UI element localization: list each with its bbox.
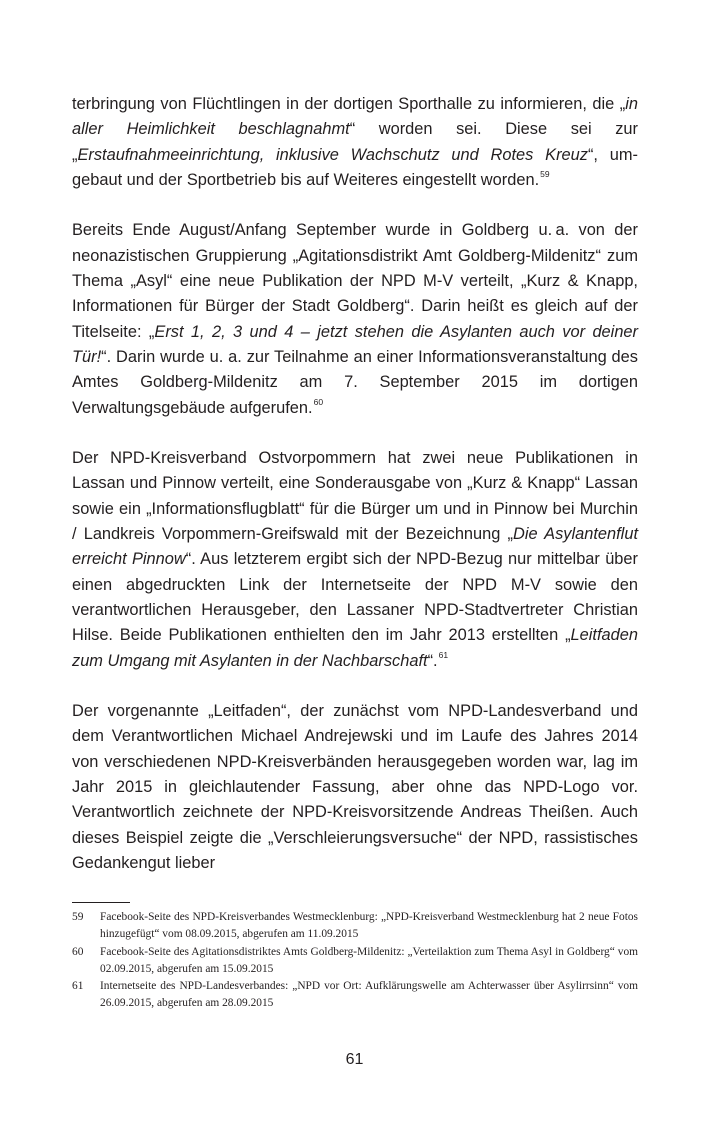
footnote-number: 61 <box>72 980 84 993</box>
body-text <box>72 92 638 876</box>
paragraph: Der NPD-Kreisverband Ostvorpommern hat zwei neue Publikationen in Lassan und Pinnow verteilt, eine Sonderausgabe von „Kurz & Knapp“ Lassan sowie ein „Informationsflugblatt“ für die Bürger um und in Pinnow bei Murchin / Landkreis Vorpommern-Greifswald mit der Bezeichnung „Die Asylantenflut erreicht Pinnow“. Aus letzterem ergibt sich der NPD-Bezug nur mittelbar über einen abgedruckten Link der Internetseite der NPD M-V sowie den verantwortlichen Herausgeber, den Lassaner NPD-Stadtvertreter Christian Hilse. Beide Publikationen enthielten den im Jahr 2013 erstellten „Leitfaden zum Umgang mit Asylanten in der Nachbarschaft“.$^{61}$ <box>72 449 639 670</box>
footnote <box>72 978 638 1013</box>
paragraph: Bereits Ende August/Anfang September wurde in Goldberg u. a. von der neonazistischen Gruppierung „Agitationsdistrikt Amt Goldberg-Mildenitz“ zum Thema „Asyl“ eine neue Publikation der NPD M-V verteilt, „Kurz & Knapp, Informationen für Bürger der Stadt Goldberg“. Darin heißt es gleich auf der Titelseite: „Erst 1, 2, 3 und 4 – jetzt stehen die Asylanten auch vor deiner Tür!“. Darin wurde u. a. zur Teilnahme an einer Informationsveranstaltung des Amtes Goldberg-Mildenitz am 7. September 2015 im dortigen Verwaltungsgebäude aufgerufen.$^{60}$ <box>72 221 639 417</box>
footnote-number: 60 <box>72 945 84 958</box>
footnote <box>72 909 638 944</box>
paragraph: terbringung von Flüchtlingen in der dortigen Sporthalle zu informieren, die „in aller Heimlichkeit beschlagnahmt“ worden sei. Diese sei zur „Erstaufnahmeeinrichtung, inklusive Wachschutz und Rotes Kreuz“, umgebaut und der Sportbetrieb bis auf Weiteres eingestellt worden.$^{59}$ <box>72 95 639 189</box>
footnote-ref: 60 <box>313 397 324 408</box>
italic-quote: Die Asylantenflut erreicht Pinnow <box>72 525 638 569</box>
page-number: 61 <box>345 1051 364 1068</box>
footnote-ref: 59 <box>540 169 550 180</box>
footnote-text: Internetseite des NPD-Landesverbandes: „NPD vor Ort: Aufklärungswelle am Achterwasser über Asylirrsinn“ vom 26.09.2015, abgerufen am 28.09.2015 <box>100 980 638 1010</box>
footnote-number: 59 <box>72 911 84 923</box>
footnote <box>72 944 638 979</box>
italic-quote: Erstaufnahmeeinrichtung, inklusive Wachschutz und Rotes Kreuz <box>77 145 588 164</box>
paragraph: Der vorgenannte „Leitfaden“, der zunächst vom NPD-Landesverband und dem Verantwortlichen Michael Andrejewski und im Laufe des Jahres 2014 von verschiedenen NPD-Kreisverbänden herausgegeben worden war, lag im Jahr 2015 in gleichlautender Fassung, aber ohne das NPD-Logo vor. Verantwortlich zeichnete der NPD-Kreisvorsitzende Andreas Theißen. Auch dieses Beispiel zeigte die „Verschleierungsversuche“ der NPD, rassistisches Gedankengut lieber <box>72 702 638 872</box>
footnote-text: Facebook-Seite des NPD-Kreisverbandes Westmecklenburg: „NPD-Kreisverband Westmecklenburg hat 2 neue Fotos hinzugefügt“ vom 08.09.2015, abgerufen am 11.09.2015 <box>100 911 638 941</box>
footnote-text: Facebook-Seite des Agitationsdistriktes Amts Goldberg-Mildenitz: „Verteilaktion zum Thema Asyl in Goldberg“ vom 02.09.2015, abgerufen am 15.09.2015 <box>100 945 638 975</box>
footnote-divider <box>72 902 130 903</box>
italic-quote: in aller Heimlichkeit beschlagnahmt <box>72 95 638 139</box>
footnote-ref: 61 <box>438 650 449 661</box>
italic-quote: Leitfaden zum Umgang mit Asylanten in der Nachbarschaft <box>72 626 638 670</box>
footnotes <box>72 909 638 1013</box>
italic-quote: Erst 1, 2, 3 und 4 – jetzt stehen die Asylanten auch vor deiner Tür! <box>72 322 639 366</box>
